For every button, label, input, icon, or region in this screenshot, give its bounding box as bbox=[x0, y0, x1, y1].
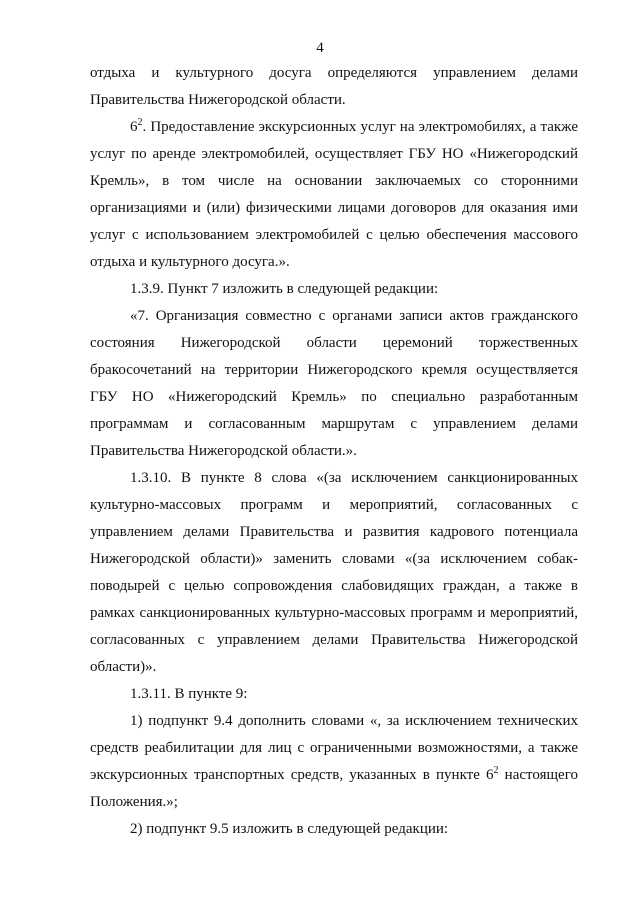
paragraph-text: 1) подпункт 9.4 дополнить словами «, за исключением технических средств реабилитации для лиц с ограниченными возможностями, а также экскурсионных транспортных средств, указанных в пункте 6 bbox=[90, 713, 578, 783]
paragraph-point-7 bbox=[90, 303, 578, 465]
paragraph-subpoint-1 bbox=[90, 708, 578, 816]
paragraph-1-3-10 bbox=[90, 465, 578, 681]
paragraph-text: «7. Организация совместно с органами записи актов гражданского состояния Нижегородской области церемоний торжественных бракосочетаний на территории Нижегородского кремля осуществляется ГБУ НО «Нижегородский Кремль» по специально разработанным программам и согласованным маршрутам с управлением делами Правительства Нижегородской области.». bbox=[90, 308, 578, 459]
clause-superscript: 2 bbox=[137, 117, 143, 128]
clause-number: 6 bbox=[130, 119, 138, 135]
paragraph-subpoint-2 bbox=[90, 816, 578, 843]
paragraph-text-suffix: настоящего Положения.»; bbox=[90, 767, 578, 810]
paragraph-6-2 bbox=[90, 114, 578, 276]
page-number: 4 bbox=[316, 40, 324, 56]
paragraph-text: отдыха и культурного досуга определяются управлением делами Правительства Нижегородской области. bbox=[90, 65, 578, 108]
paragraph-text: 1.3.9. Пункт 7 изложить в следующей редакции: bbox=[130, 281, 439, 297]
paragraph-text: 1.3.11. В пункте 9: bbox=[130, 686, 248, 702]
clause-superscript: 2 bbox=[493, 765, 499, 776]
paragraph-1-3-9 bbox=[90, 276, 578, 303]
document-body bbox=[90, 60, 578, 843]
paragraph-text: 1.3.10. В пункте 8 слова «(за исключением санкционированных культурно-массовых программ и мероприятий, согласованных с управлением делами Правительства и развития кадрового потенциала Нижегородской области)» заменить словами «(за исключением собак-поводырей с целью сопровождения слабовидящих граждан, а также в рамках санкционированных культурно-массовых программ и мероприятий, согласованных с управлением делами Правительства Нижегородской области)». bbox=[90, 470, 578, 675]
paragraph-1-3-11 bbox=[90, 681, 578, 708]
paragraph-text: . Предоставление экскурсионных услуг на электромобилях, а также услуг по аренде электромобилей, осуществляет ГБУ НО «Нижегородский Кремль», в том числе на основании заключаемых со сторонними организациями и (или) физическими лицами договоров для оказания ими услуг с использованием электромобилей с целью обеспечения массового отдыха и культурного досуга.». bbox=[90, 119, 578, 270]
paragraph-continuation bbox=[90, 60, 578, 114]
paragraph-text: 2) подпункт 9.5 изложить в следующей редакции: bbox=[130, 821, 449, 837]
